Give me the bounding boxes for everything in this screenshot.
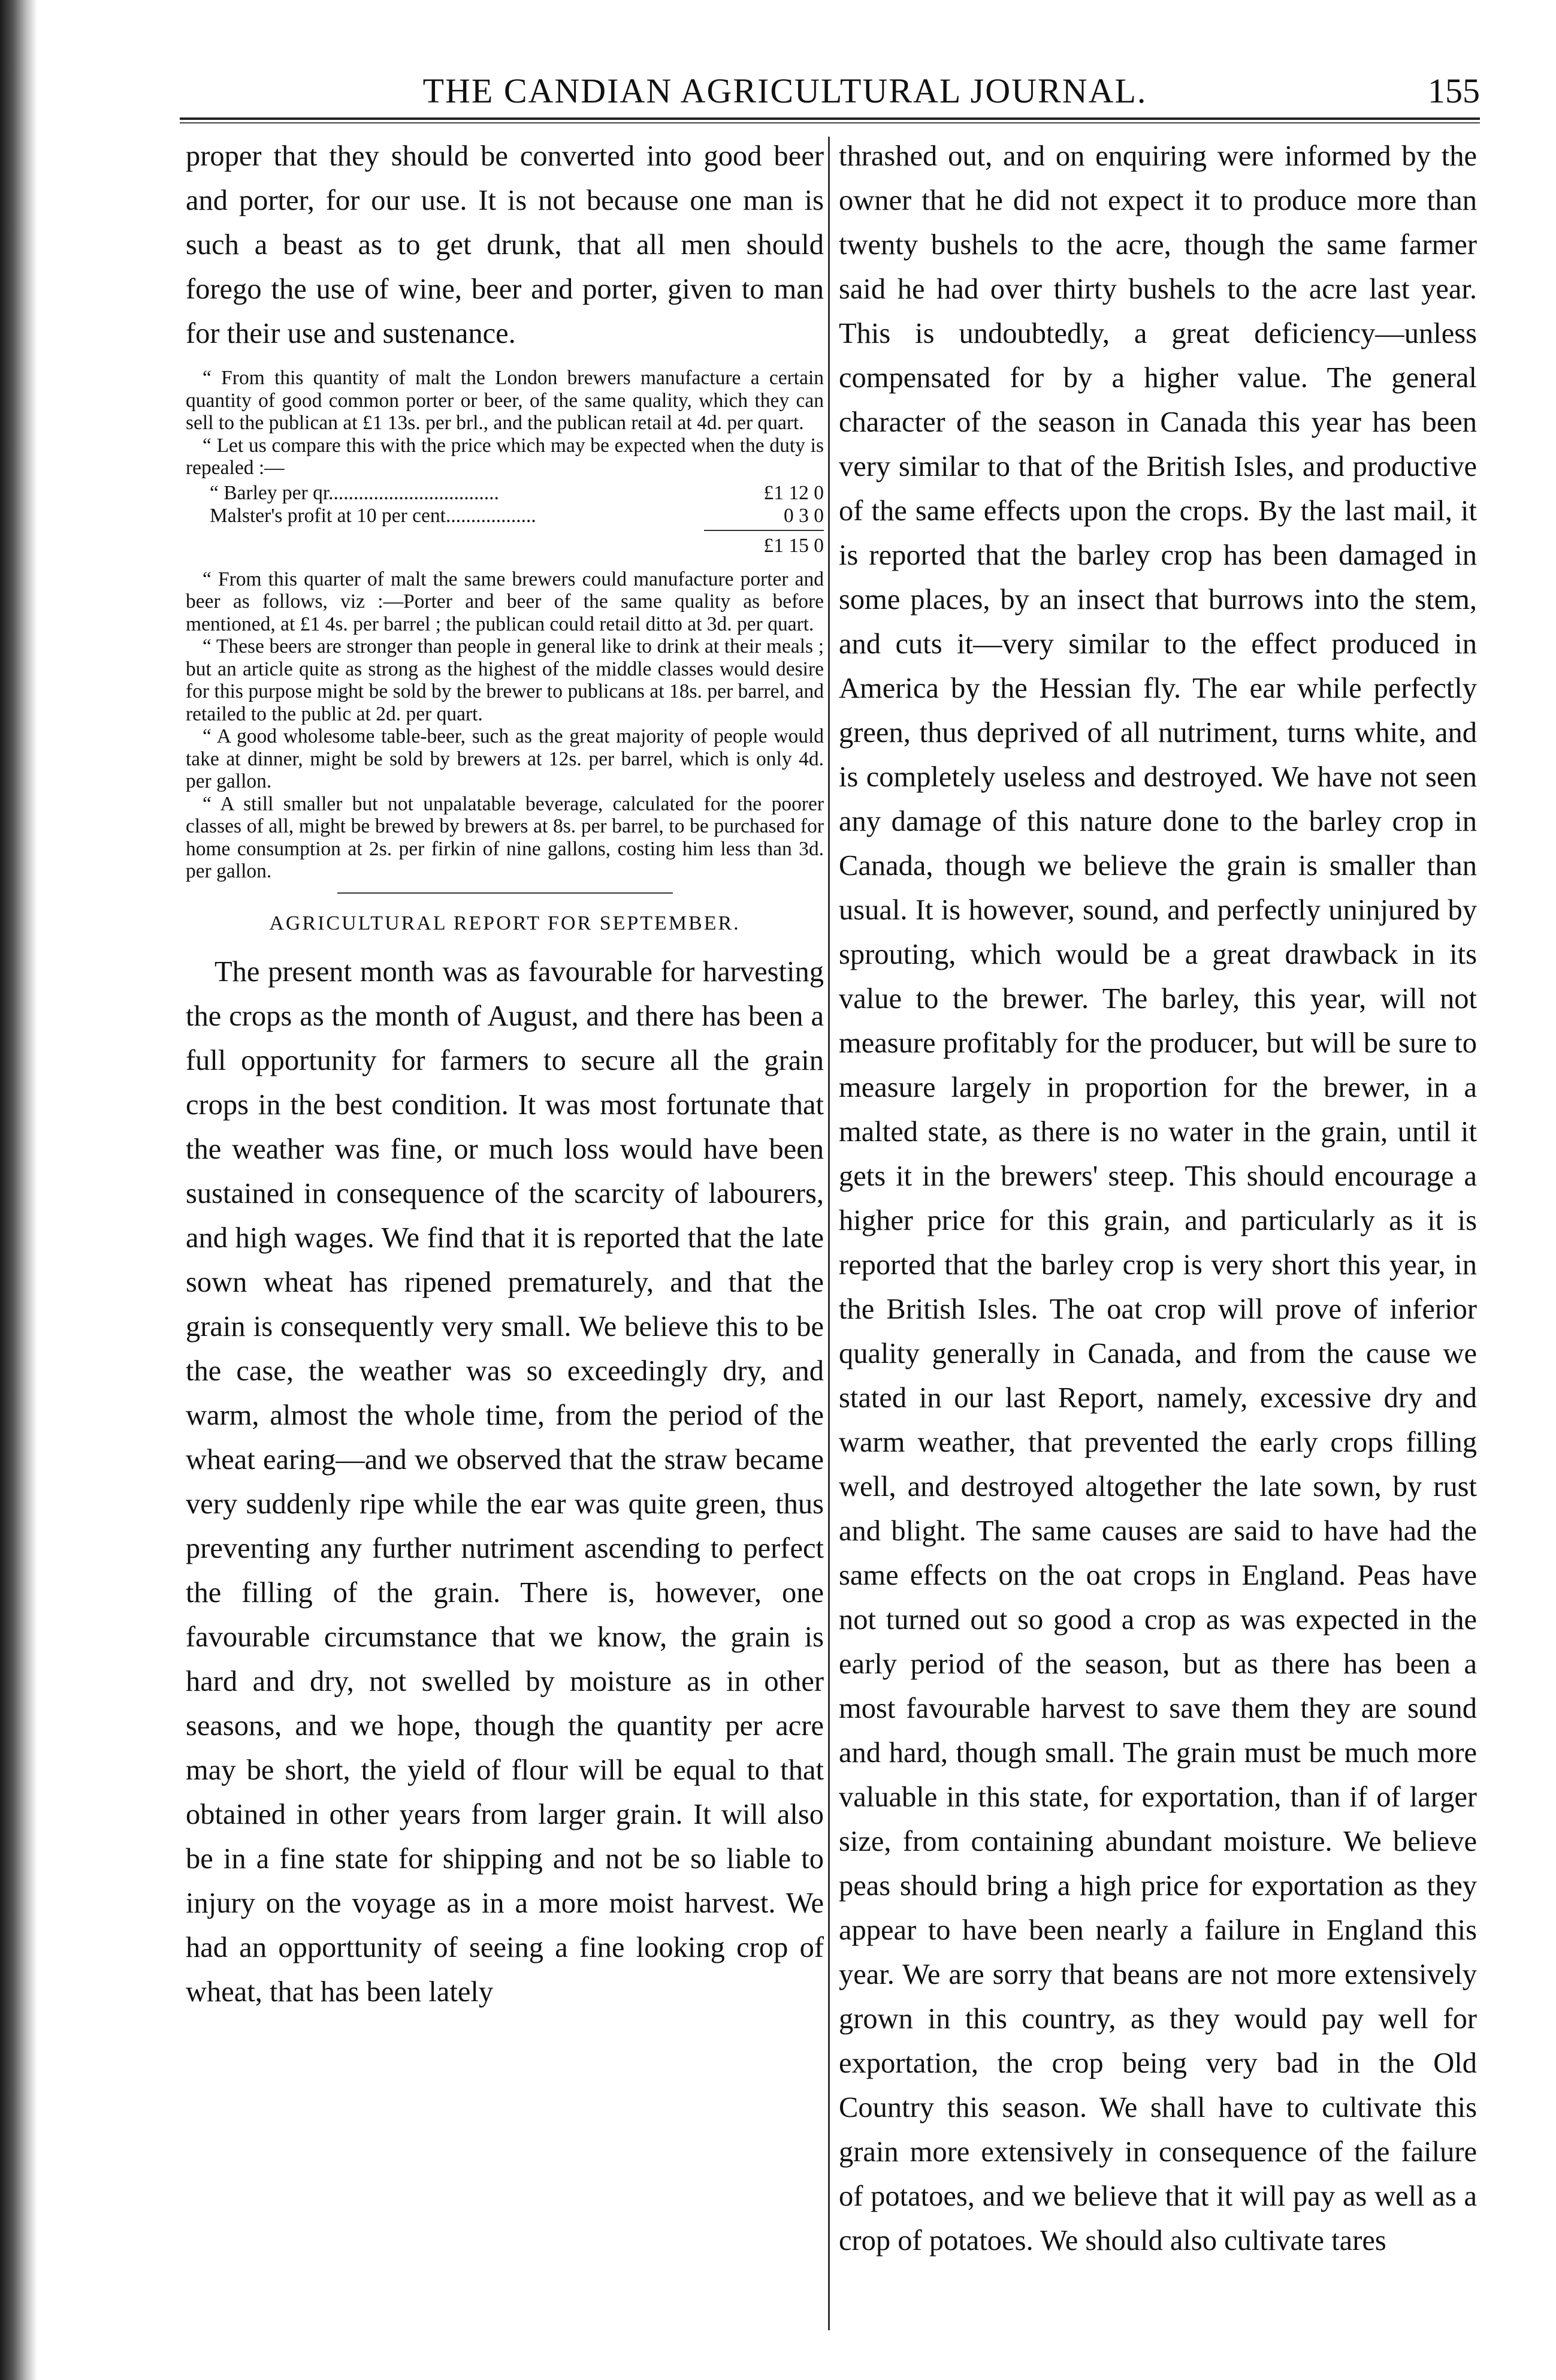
page-binding-shadow [0,0,37,2380]
page-header [90,67,1480,115]
reckoning-value: £1 12 0 [763,481,824,504]
running-title: THE CANDIAN AGRICULTURAL JOURNAL. [422,71,1147,110]
right-column [839,134,1477,2334]
header-rule [180,117,1480,120]
reckoning-row-malster [210,505,824,527]
section-heading: AGRICULTURAL REPORT FOR SEPTEMBER. [269,912,741,934]
quote-paragraph-5: “ A good wholesome table-beer, such as the great majority of people would take at dinner, might be sold by brewers at 12s. per barrel, which is only 4d. per gallon. [186,725,824,792]
quote-paragraph-3: “ From this quarter of malt the same brewers could manufacture porter and beer as follows, viz :—Porter and beer of the same quality as before mentioned, at £1 4s. per barrel ; the publican could retail ditto at 3d. per quart. [186,568,824,635]
reckoning-sum-rule [704,530,824,531]
reckoning-row-barley [210,482,824,505]
reckoning-label: “ Barley per qr.................................. [210,481,499,504]
column-divider [828,137,830,2330]
report-paragraph: The present month was as favourable for harvesting the crops as the month of August, and there has been a full opportunity for farmers to secure all the grain crops in the best condition. It was most fortunate that the weather was fine, or much loss would have been sustained in consequence of the scarcity of labourers, and high wages. We find that it is reported that the late sown wheat has ripened prematurely, and that the grain is consequently very small. We believe this to be the case, the weather was so exceedingly dry, and warm, almost the whole time, from the period of the wheat earing—and we observed that the straw became very suddenly ripe while the ear was quite green, thus preventing any further nutriment ascending to perfect the filling of the grain. There is, however, one favourable circumstance that we know, the grain is hard and dry, not swelled by moisture as in other seasons, and we hope, though the quantity per acre may be short, the yield of flour will be equal to that obtained in other years from larger grain. It will also be in a fine state for shipping and not be so liable to injury on the voyage as in a more moist harvest. We had an opporttunity of seeing a fine looking crop of wheat, that has been lately [186,955,824,2008]
reckoning-total: £1 15 0 [763,534,824,557]
report-paragraph-continued: thrashed out, and on enquiring were informed by the owner that he did not expect it to produce more than twenty bushels to the acre, though the same farmer said he had over thirty bushels to the acre last year. This is undoubtedly, a great deficiency—unless compensated for by a higher value. The general character of the season in Canada this year has been very similar to that of the British Isles, and productive of the same effects upon the crops. By the last mail, it is reported that the barley crop has been damaged in some places, by an insect that burrows into the stem, and cuts it—very similar to the effect produced in America by the Hessian fly. The ear while perfectly green, thus deprived of all nutriment, turns white, and is completely useless and destroyed. We have not seen any damage of this nature done to the barley crop in Canada, though we believe the grain is smaller than usual. It is however, sound, and perfectly uninjured by sprouting, which would be a great drawback in its value to the brewer. The barley, this year, will not measure profitably for the producer, but will be sure to measure largely in proportion for the brewer, in a malted state, as there is no water in the grain, until it gets it in the brewers' steep. This should encourage a higher price for this grain, and particularly as it is reported that the barley crop is very short this year, in the British Isles. The oat crop will prove of inferior quality generally in Canada, and from the cause we stated in our last Report, namely, excessive dry and warm weather, that prevented the early crops filling well, and destroyed altogether the late sown, by rust and blight. The same causes are said to have had the same effects on the oat crops in England. Peas have not turned out so good a crop as was expected in the early period of the season, but as there has been a most favourable harvest to save them they are sound and hard, though small. The grain must be much more valuable in this state, for exportation, than if of larger size, from containing abundant moisture. We believe peas should bring a high price for exportation as they appear to have been nearly a failure in England this year. We are sorry that beans are not more extensively grown in this country, as they would pay well for exportation, the crop being very bad in the Old Country this season. We shall have to cultivate this grain more extensively in consequence of the failure of potatoes, and we believe that it will pay as well as a crop of potatoes. We should also cultivate tares [839,140,1477,2257]
quote-paragraph-4: “ These beers are stronger than people in general like to drink at their meals ; but an article quite as strong as the highest of the middle classes would desire for this purpose might be sold by the brewer to publicans at 18s. per barrel, and retailed to the public at 2d. per quart. [186,635,824,725]
header-rule-secondary [180,122,1480,123]
reckoning-label: Malster's profit at 10 per cent.................. [210,504,536,527]
quote-paragraph-6: “ A still smaller but not unpalatable beverage, calculated for the poorer classes of all, might be brewed by brewers at 8s. per barrel, to be purchased for home consumption at 2s. per firkin of nine gallons, costing him less than 3d. per gallon. [186,792,824,882]
quote-paragraph-2: “ Let us compare this with the price which may be expected when the duty is repealed :— [186,434,824,479]
price-reckoning [210,482,824,557]
quote-paragraph-1: “ From this quantity of malt the London brewers manufacture a certain quantity of good common porter or beer, of the same quality, which they can sell to the publican at £1 13s. per brl., and the publican retail at 4d. per quart. [186,367,824,434]
reckoning-value: 0 3 0 [784,504,824,527]
quoted-extract [186,367,824,479]
left-column [186,134,824,2334]
opening-paragraph: proper that they should be converted into good beer and porter, for our use. It is not because one man is such a beast as to get drunk, that all men should forego the use of wine, beer and porter, given to man for their use and sustenance. [186,140,824,349]
page-number: 155 [1428,71,1480,110]
quoted-extract-continued [186,568,824,883]
section-divider [337,892,673,894]
